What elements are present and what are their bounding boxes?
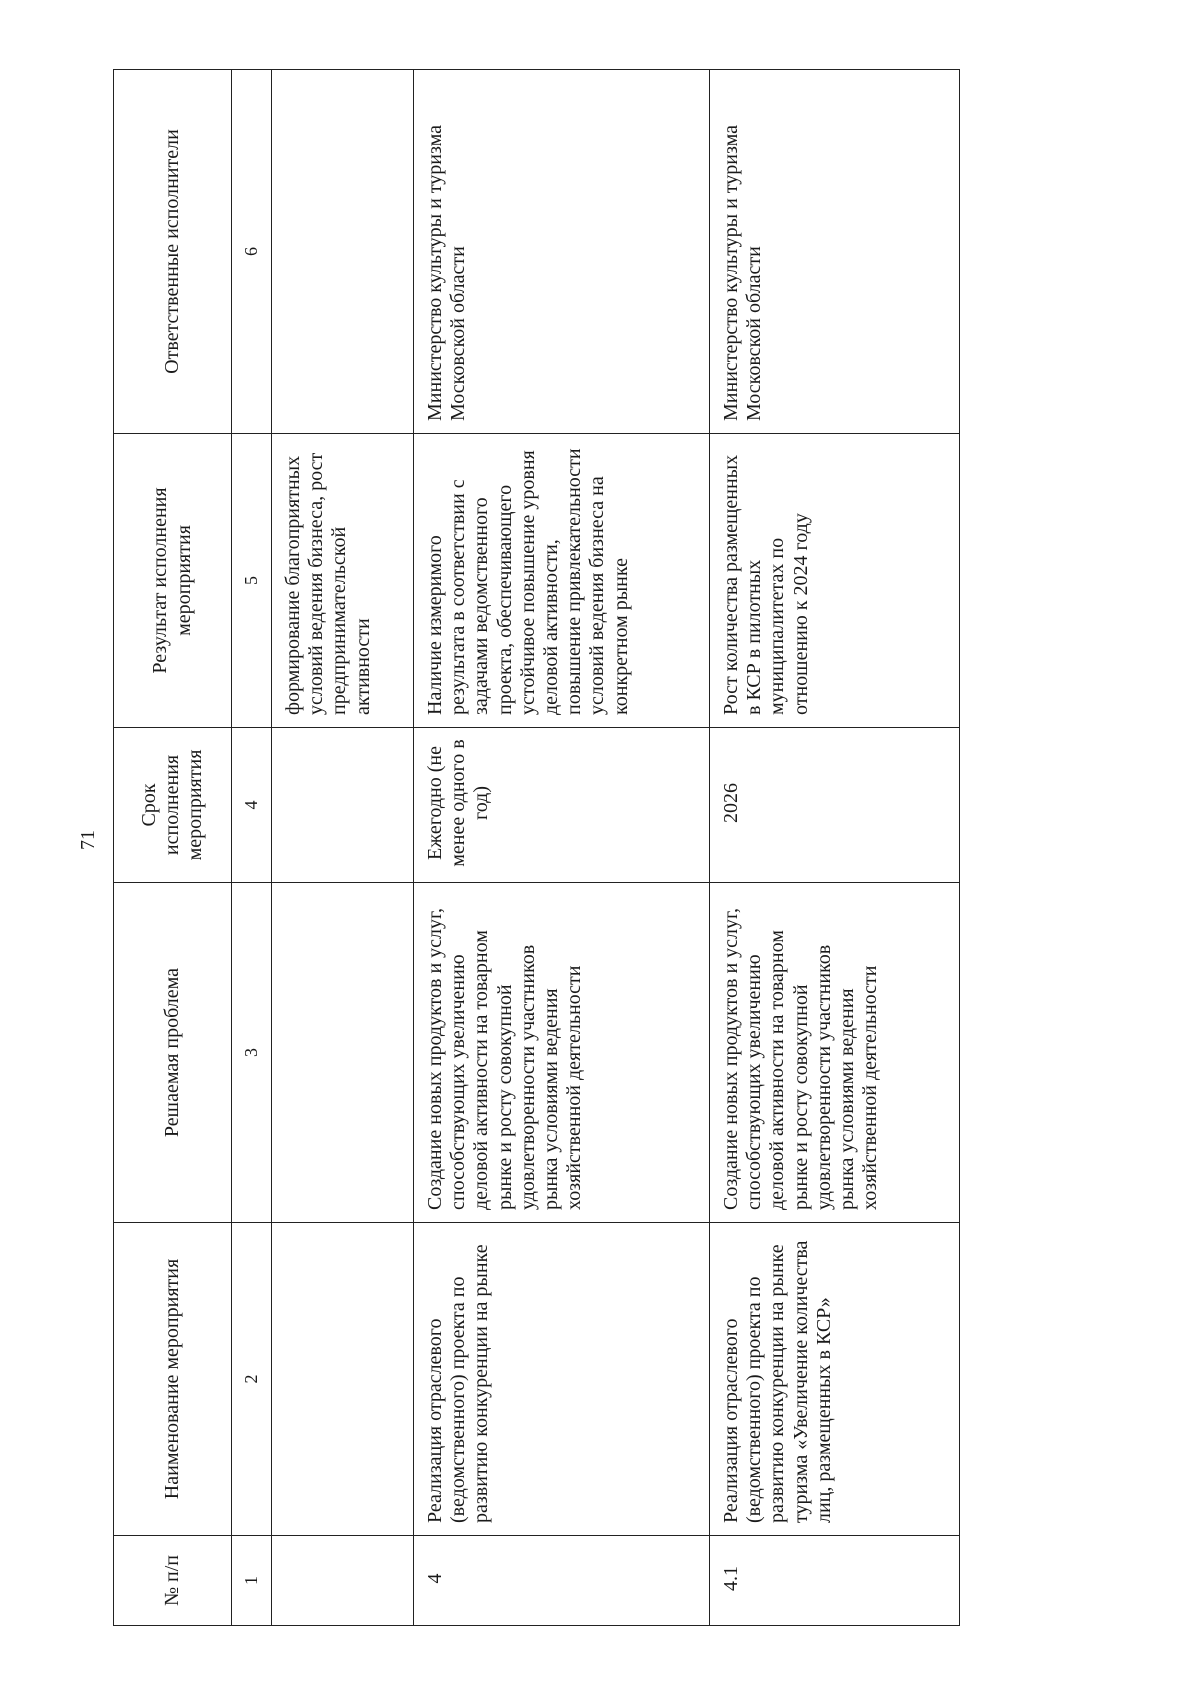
row-executor bbox=[272, 70, 414, 434]
row-problem bbox=[272, 883, 414, 1223]
header-name: Наименование мероприятия bbox=[114, 1223, 232, 1536]
column-number: 2 bbox=[232, 1223, 272, 1536]
row-name: Реализация отраслевого (ведомственного) проекта по развитию конкуренции на рынке туризма «Увеличение количества лиц, размещенных в КСР» bbox=[710, 1223, 960, 1536]
column-number: 5 bbox=[232, 434, 272, 728]
page-number: 71 bbox=[77, 830, 99, 850]
header-problem: Решаемая проблема bbox=[114, 883, 232, 1223]
header-term: Срок исполнения мероприятия bbox=[114, 728, 232, 883]
row-executor: Министерство культуры и туризма Московской области bbox=[414, 70, 710, 434]
row-result: Наличие измеримого результата в соответствии с задачами ведомственного проекта, обеспечивающего устойчивое повышение уровня деловой активности, повышение привлекательности условий ведения бизнеса на конкретном рынке bbox=[414, 434, 710, 728]
header-result: Результат исполнения мероприятия bbox=[114, 434, 232, 728]
row-name: Реализация отраслевого (ведомственного) проекта по развитию конкуренции на рынке bbox=[414, 1223, 710, 1536]
row-term: Ежегодно (не менее одного в год) bbox=[414, 728, 710, 883]
column-number: 3 bbox=[232, 883, 272, 1223]
header-num: № п/п bbox=[114, 1536, 232, 1626]
row-num bbox=[272, 1536, 414, 1626]
table-row bbox=[272, 70, 414, 1626]
column-number: 1 bbox=[232, 1536, 272, 1626]
table-row bbox=[710, 70, 960, 1626]
measures-table bbox=[113, 69, 960, 1626]
table-row bbox=[414, 70, 710, 1626]
row-num: 4.1 bbox=[710, 1536, 960, 1626]
column-numbers-row bbox=[232, 70, 272, 1626]
row-executor: Министерство культуры и туризма Московской области bbox=[710, 70, 960, 434]
row-problem: Создание новых продуктов и услуг, способствующих увеличению деловой активности на товарном рынке и росту совокупной удовлетворенности участников рынка условиями ведения хозяйственной деятельности bbox=[414, 883, 710, 1223]
row-problem: Создание новых продуктов и услуг, способствующих увеличению деловой активности на товарном рынке и росту совокупной удовлетворенности участников рынка условиями ведения хозяйственной деятельности bbox=[710, 883, 960, 1223]
header-row bbox=[114, 70, 232, 1626]
row-result: Рост количества размещенных в КСР в пилотных муниципалитетах по отношению к 2024 году bbox=[710, 434, 960, 728]
row-term bbox=[272, 728, 414, 883]
row-term: 2026 bbox=[710, 728, 960, 883]
header-executor: Ответственные исполнители bbox=[114, 70, 232, 434]
column-number: 6 bbox=[232, 70, 272, 434]
measures-table-container bbox=[113, 70, 959, 1626]
column-number: 4 bbox=[232, 728, 272, 883]
row-name bbox=[272, 1223, 414, 1536]
row-result: формирование благоприятных условий ведения бизнеса, рост предпринимательской активности bbox=[272, 434, 414, 728]
row-num: 4 bbox=[414, 1536, 710, 1626]
